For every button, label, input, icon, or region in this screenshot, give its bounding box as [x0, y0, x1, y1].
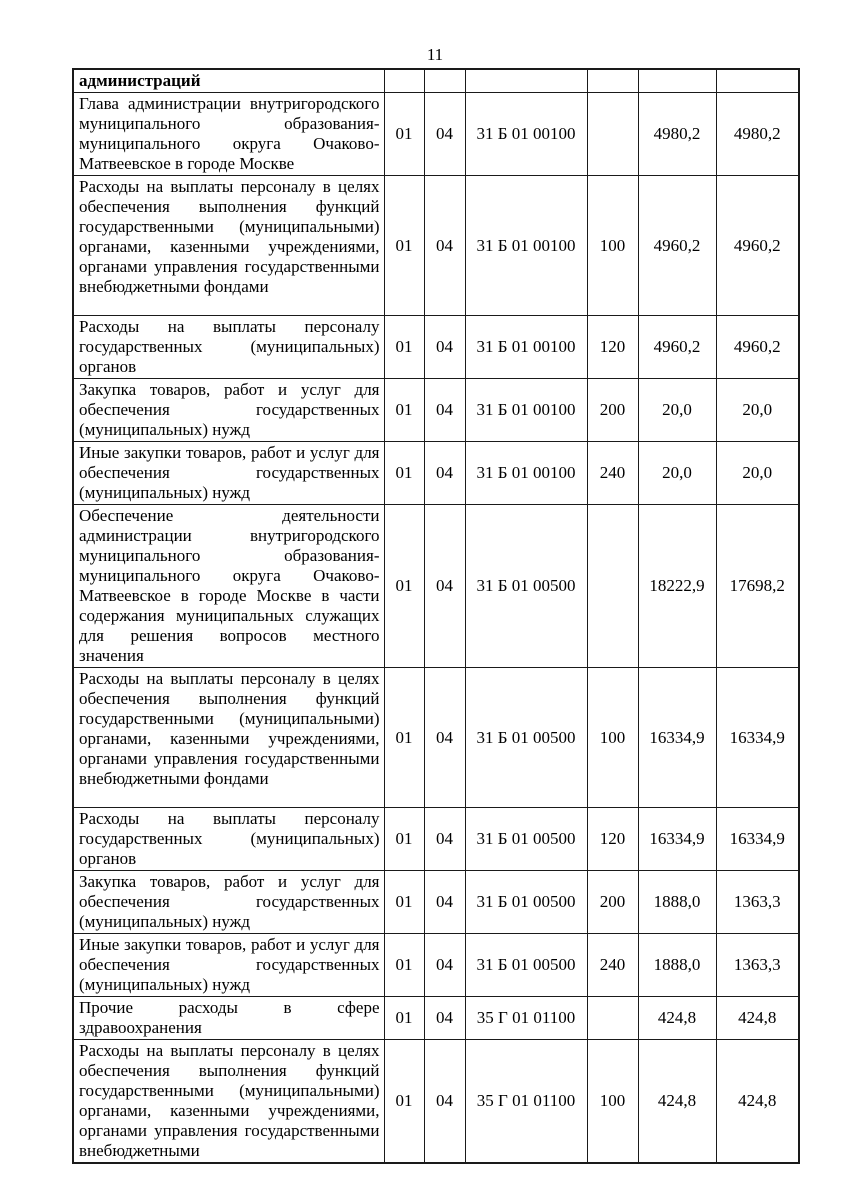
- cell-sum2: [716, 69, 799, 93]
- cell-csr: 31 Б 01 00500: [465, 668, 587, 808]
- table-row: [73, 1040, 799, 1164]
- cell-sum1: 18222,9: [638, 505, 716, 668]
- cell-sum1: 424,8: [638, 997, 716, 1040]
- cell-pr: 04: [424, 505, 465, 668]
- cell-sum1: 1888,0: [638, 934, 716, 997]
- cell-sum2: 424,8: [716, 1040, 799, 1164]
- cell-text: Закупка товаров, работ и услуг для обеспечения государственных (муниципальных) нужд: [73, 871, 384, 934]
- cell-rz: 01: [384, 379, 424, 442]
- table-row: [73, 808, 799, 871]
- table-row: [73, 871, 799, 934]
- cell-pr: 04: [424, 668, 465, 808]
- cell-pr: 04: [424, 93, 465, 176]
- cell-csr: 31 Б 01 00500: [465, 808, 587, 871]
- cell-pr: 04: [424, 379, 465, 442]
- cell-pr: 04: [424, 316, 465, 379]
- cell-rz: 01: [384, 176, 424, 316]
- cell-vr: 240: [587, 442, 638, 505]
- cell-sum2: 4960,2: [716, 176, 799, 316]
- table-row: [73, 69, 799, 93]
- cell-sum1: 424,8: [638, 1040, 716, 1164]
- cell-sum2: 1363,3: [716, 934, 799, 997]
- cell-pr: 04: [424, 934, 465, 997]
- cell-sum1: 16334,9: [638, 668, 716, 808]
- cell-csr: 35 Г 01 01100: [465, 1040, 587, 1164]
- cell-rz: 01: [384, 1040, 424, 1164]
- cell-sum2: 16334,9: [716, 808, 799, 871]
- cell-sum1: 4980,2: [638, 93, 716, 176]
- cell-csr: 31 Б 01 00100: [465, 379, 587, 442]
- cell-text: Иные закупки товаров, работ и услуг для обеспечения государственных (муниципальных) нужд: [73, 934, 384, 997]
- cell-csr: 31 Б 01 00100: [465, 442, 587, 505]
- cell-sum1: 4960,2: [638, 176, 716, 316]
- cell-pr: 04: [424, 442, 465, 505]
- cell-vr: 120: [587, 316, 638, 379]
- cell-vr: [587, 505, 638, 668]
- cell-rz: [384, 69, 424, 93]
- table-row: [73, 176, 799, 316]
- table-row: [73, 668, 799, 808]
- cell-text: Расходы на выплаты персоналу в целях обеспечения выполнения функций государственными (муниципальными) органами, казенными учреждениями, органами управления государственными внебюджетными фондами: [73, 176, 384, 316]
- table-body: [73, 69, 799, 1163]
- cell-sum2: 4980,2: [716, 93, 799, 176]
- cell-sum1: [638, 69, 716, 93]
- cell-rz: 01: [384, 316, 424, 379]
- budget-table: [72, 68, 800, 1164]
- cell-rz: 01: [384, 93, 424, 176]
- cell-sum2: 1363,3: [716, 871, 799, 934]
- table-row: [73, 379, 799, 442]
- cell-vr: 100: [587, 176, 638, 316]
- cell-text: Глава администрации внутригородского муниципального образования-муниципального округа Очаково-Матвеевское в городе Москве: [73, 93, 384, 176]
- cell-text: Расходы на выплаты персоналу в целях обеспечения выполнения функций государственными (муниципальными) органами, казенными учреждениями, органами управления государственными внебюджетными: [73, 1040, 384, 1164]
- cell-csr: 31 Б 01 00100: [465, 316, 587, 379]
- page-number: 11: [426, 45, 444, 64]
- cell-sum2: 17698,2: [716, 505, 799, 668]
- cell-sum2: 424,8: [716, 997, 799, 1040]
- cell-pr: 04: [424, 871, 465, 934]
- cell-text: Иные закупки товаров, работ и услуг для обеспечения государственных (муниципальных) нужд: [73, 442, 384, 505]
- cell-rz: 01: [384, 997, 424, 1040]
- cell-sum2: 16334,9: [716, 668, 799, 808]
- cell-pr: 04: [424, 808, 465, 871]
- cell-csr: 31 Б 01 00500: [465, 505, 587, 668]
- cell-text: Расходы на выплаты персоналу в целях обеспечения выполнения функций государственными (муниципальными) органами, казенными учреждениями, органами управления государственными внебюджетными фондами: [73, 668, 384, 808]
- cell-vr: 240: [587, 934, 638, 997]
- cell-text: Расходы на выплаты персоналу государственных (муниципальных) органов: [73, 808, 384, 871]
- cell-csr: 31 Б 01 00100: [465, 176, 587, 316]
- cell-sum1: 20,0: [638, 442, 716, 505]
- cell-vr: 200: [587, 871, 638, 934]
- cell-csr: 31 Б 01 00500: [465, 871, 587, 934]
- cell-sum1: 4960,2: [638, 316, 716, 379]
- cell-vr: 200: [587, 379, 638, 442]
- cell-pr: 04: [424, 1040, 465, 1164]
- cell-sum2: 4960,2: [716, 316, 799, 379]
- cell-text: Закупка товаров, работ и услуг для обеспечения государственных (муниципальных) нужд: [73, 379, 384, 442]
- cell-text: Прочие расходы в сфере здравоохранения: [73, 997, 384, 1040]
- cell-text: Обеспечение деятельности администрации внутригородского муниципального образования-муниципального округа Очаково-Матвеевское в городе Москве в части содержания муниципальных служащих для решения вопросов местного значения: [73, 505, 384, 668]
- table-row: [73, 934, 799, 997]
- cell-rz: 01: [384, 442, 424, 505]
- cell-csr: 35 Г 01 01100: [465, 997, 587, 1040]
- cell-sum1: 16334,9: [638, 808, 716, 871]
- cell-vr: [587, 93, 638, 176]
- table-row: [73, 505, 799, 668]
- cell-csr: 31 Б 01 00100: [465, 93, 587, 176]
- cell-csr: [465, 69, 587, 93]
- table-row: [73, 93, 799, 176]
- cell-vr: [587, 69, 638, 93]
- cell-pr: [424, 69, 465, 93]
- cell-csr: 31 Б 01 00500: [465, 934, 587, 997]
- cell-rz: 01: [384, 668, 424, 808]
- table-row: [73, 442, 799, 505]
- cell-rz: 01: [384, 934, 424, 997]
- cell-vr: [587, 997, 638, 1040]
- cell-sum2: 20,0: [716, 442, 799, 505]
- cell-rz: 01: [384, 871, 424, 934]
- cell-rz: 01: [384, 505, 424, 668]
- table-row: [73, 997, 799, 1040]
- cell-text: администраций: [73, 69, 384, 93]
- cell-vr: 120: [587, 808, 638, 871]
- cell-vr: 100: [587, 1040, 638, 1164]
- table-row: [73, 316, 799, 379]
- cell-text: Расходы на выплаты персоналу государственных (муниципальных) органов: [73, 316, 384, 379]
- cell-rz: 01: [384, 808, 424, 871]
- cell-sum1: 1888,0: [638, 871, 716, 934]
- cell-pr: 04: [424, 997, 465, 1040]
- cell-sum1: 20,0: [638, 379, 716, 442]
- cell-pr: 04: [424, 176, 465, 316]
- cell-sum2: 20,0: [716, 379, 799, 442]
- cell-vr: 100: [587, 668, 638, 808]
